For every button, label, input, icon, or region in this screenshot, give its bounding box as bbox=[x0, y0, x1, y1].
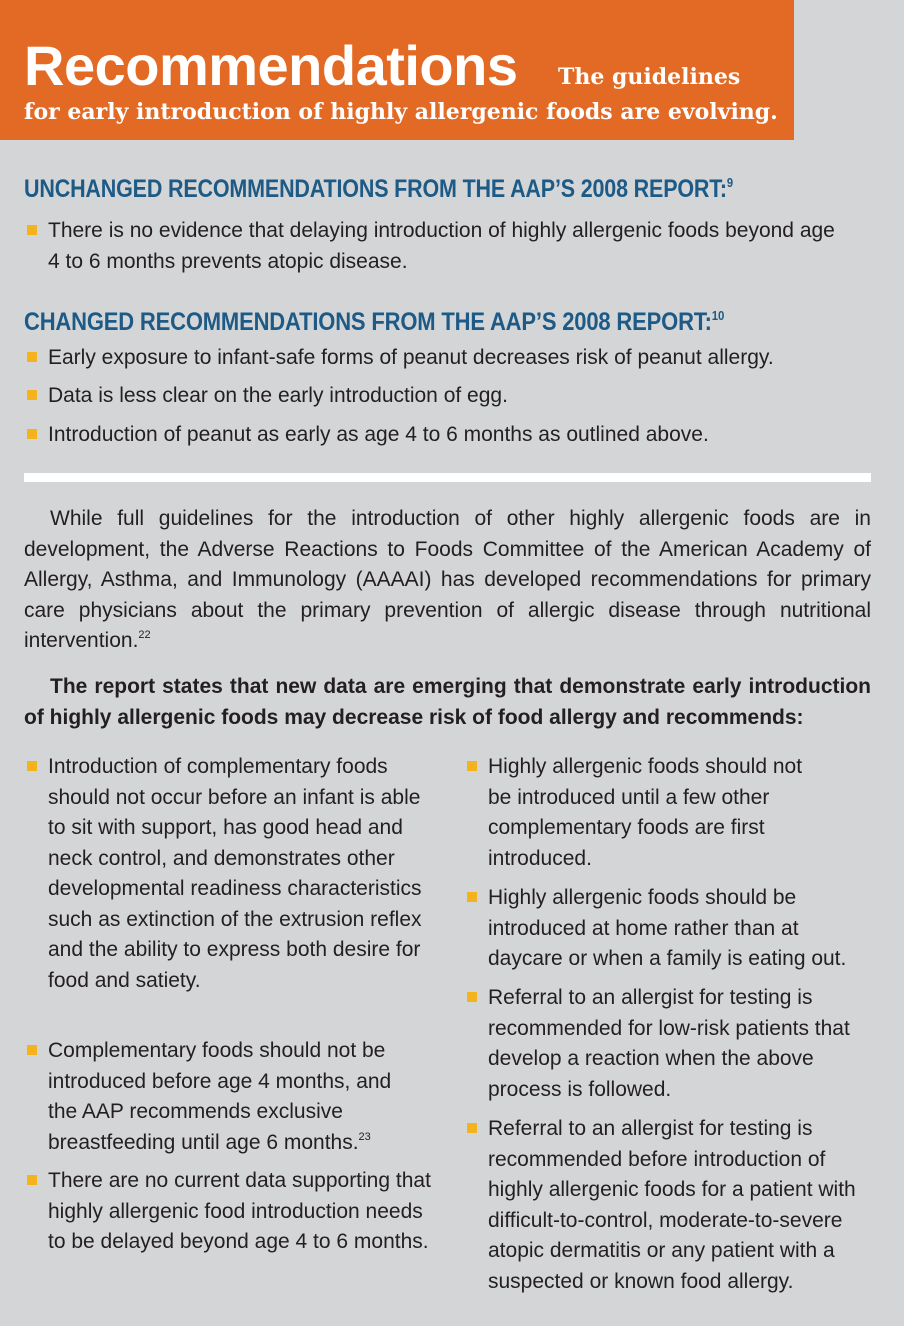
left-list-item: Complementary foods should not be introduced before age 4 months, and the AAP recommends exclusive breastfeeding until age 6 months.$^{23}$ bbox=[48, 1036, 408, 1158]
banner-subtitle-line1: The guidelines bbox=[558, 64, 741, 90]
changed-item: Early exposure to infant-safe forms of peanut decreases risk of peanut allergy. bbox=[48, 343, 868, 374]
banner-subtitle-line2: for early introduction of highly allergenic foods are evolving. bbox=[24, 99, 778, 125]
right-list-item: Highly allergenic foods should not be introduced until a few other complementary foods are first introduced. bbox=[488, 752, 828, 874]
changed-heading: CHANGED RECOMMENDATIONS FROM THE AAP’S 2008 REPORT:$^{10}$ bbox=[24, 308, 725, 336]
unchanged-heading-ref: 9 bbox=[726, 175, 733, 190]
changed-item: Introduction of peanut as early as age 4 to 6 months as outlined above. bbox=[48, 420, 868, 451]
lead-statement: The report states that new data are emerging that demonstrate early introduction of highly allergenic foods may decrease risk of food allergy and recommends: bbox=[24, 675, 871, 729]
left-list-item: There are no current data supporting that highly allergenic food introduction needs to be delayed beyond age 4 to 6 months. bbox=[48, 1166, 438, 1258]
paragraph-ref: 22 bbox=[138, 629, 151, 641]
title-banner bbox=[0, 0, 794, 140]
unchanged-heading: UNCHANGED RECOMMENDATIONS FROM THE AAP’S 2008 REPORT:$^9$ bbox=[24, 175, 733, 203]
changed-item: Data is less clear on the early introduction of egg. bbox=[48, 381, 868, 412]
right-list-item: Referral to an allergist for testing is recommended before introduction of highly allergenic foods for a patient with difficult-to-control, moderate-to-severe atopic dermatitis or any patient with a suspected or known food allergy. bbox=[488, 1114, 873, 1297]
left-item-ref: 23 bbox=[358, 1130, 371, 1143]
page-title: Recommendations bbox=[24, 34, 518, 97]
changed-heading-ref: 10 bbox=[711, 308, 725, 323]
right-list-item: Referral to an allergist for testing is recommended for low-risk patients that develop a reaction when the above process is followed. bbox=[488, 983, 858, 1105]
unchanged-item: There is no evidence that delaying introduction of highly allergenic foods beyond age 4 to 6 months prevents atopic disease. bbox=[48, 216, 848, 277]
left-list-item: Introduction of complementary foods should not occur before an infant is able to sit with support, has good head and neck control, and demonstrates other developmental readiness characteristics such as extinction of the extrusion reflex and the ability to express both desire for food and satiety. bbox=[48, 752, 428, 996]
body-paragraph: While full guidelines for the introduction of other highly allergenic foods are in development, the Adverse Reactions to Foods Committee of the American Academy of Allergy, Asthma, and Immunology (AAAAI) has developed recommendations for primary care physicians about the primary prevention of allergic disease through nutritional intervention.$^{22}$ bbox=[24, 507, 871, 652]
section-divider bbox=[24, 473, 871, 482]
right-list-item: Highly allergenic foods should be introduced at home rather than at daycare or when a family is eating out. bbox=[488, 883, 873, 975]
